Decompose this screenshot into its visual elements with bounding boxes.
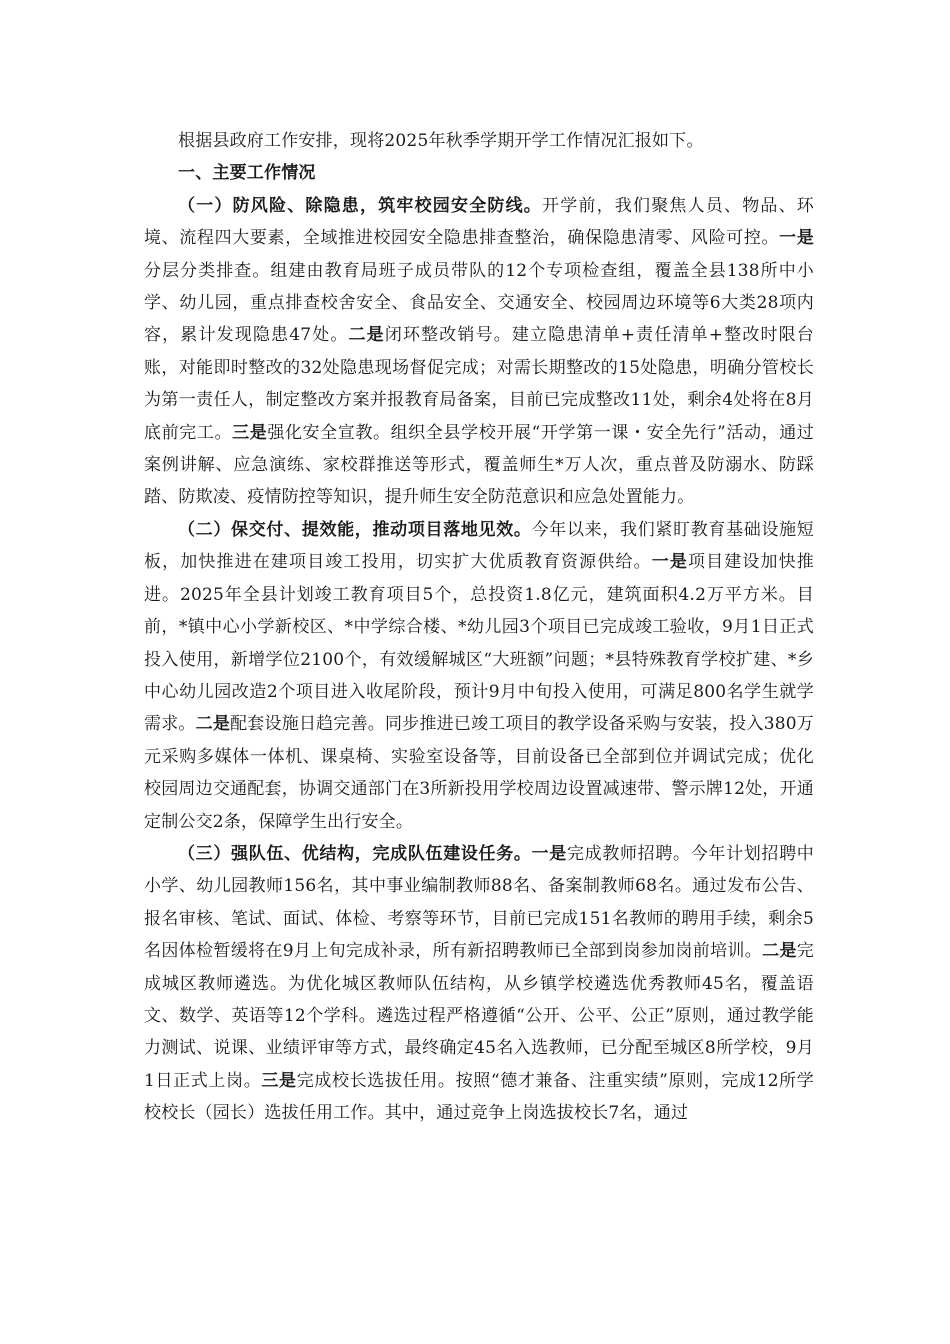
section-title: （二）保交付、提效能，推动项目落地见效。	[178, 519, 532, 540]
section-title: （一）防风险、除隐患，筑牢校园安全防线。	[178, 195, 542, 216]
paragraph-text: 强化安全宣教。组织全县学校开展“开学第一课・安全先行”活动，通过案例讲解、应急演练、家校群推送等形式，覆盖师生*万人次，重点普及防溺水、防踩踏、防欺凌、疫情防控等知识，提升师生安全防范意识和应急处置能力。	[144, 422, 815, 508]
point-marker: 三是	[232, 422, 268, 443]
paragraph-text: 项目建设加快推进。2025年全县计划竣工教育项目5个，总投资1.8亿元，建筑面积4.2万平方米。目前，*镇中心小学新校区、*中学综合楼、*幼儿园3个项目已完成竣工验收，9月1日正式投入使用，新增学位2100个，有效缓解城区“大班额”问题；*县特殊教育学校扩建、*乡中心幼儿园改造2个项目进入收尾阶段，预计9月中旬投入使用，可满足800名学生就学需求。	[144, 552, 814, 735]
point-marker: 二是	[762, 941, 797, 962]
paragraph-section-2	[144, 514, 814, 838]
paragraph-text: 今年以来，我们紧盯教育基础设施短板，加快推进在建项目竣工投用，切实扩大优质教育资源供给。	[144, 519, 815, 573]
paragraph-text: 闭环整改销号。建立隐患清单+责任清单+整改时限台账，对能即时整改的32处隐患现场督促完成；对需长期整改的15处隐患，明确分管校长为第一责任人，制定整改方案并报教育局备案，目前已完成整改11处，剩余4处将在8月底前完工。	[144, 325, 814, 443]
paragraph-text: 完成校长选拔任用。按照“德才兼备、注重实绩”原则，完成12所学校校长（园长）选拔任用工作。其中，通过竞争上岗选拔校长7名，通过	[144, 1070, 815, 1124]
point-marker: 一是	[779, 228, 814, 249]
document-body	[144, 125, 814, 1130]
section-title: （三）强队伍、优结构，完成队伍建设任务。	[178, 843, 532, 864]
paragraph-text: 完成教师招聘。今年计划招聘中小学、幼儿园教师156名，其中事业编制教师88名、备案制教师68名。通过发布公告、报名审核、笔试、面试、体检、考察等环节，目前已完成151名教师的聘用手续，剩余5名因体检暂缓将在9月上旬完成补录，所有新招聘教师已全部到岗参加岗前培训。	[144, 843, 814, 962]
point-marker: 二是	[348, 325, 385, 346]
intro-paragraph: 根据县政府工作安排，现将2025年秋季学期开学工作情况汇报如下。	[178, 131, 704, 151]
paragraph-section-1	[144, 190, 814, 514]
paragraph-text: 开学前，我们聚焦人员、物品、环境、流程四大要素，全域推进校园安全隐患排查整治，确保隐患清零、风险可控。	[144, 195, 814, 249]
section-heading: 一、主要工作情况	[178, 163, 316, 184]
point-marker: 三是	[261, 1070, 297, 1091]
point-marker: 一是	[651, 552, 688, 573]
paragraph-text: 分层分类排查。组建由教育局班子成员带队的12个专项检查组，覆盖全县138所中小学、幼儿园，重点排查校舍安全、食品安全、交通安全、校园周边环境等6大类28项内容，累计发现隐患47处。	[144, 260, 814, 346]
paragraph-text: 完成城区教师遴选。为优化城区教师队伍结构，从乡镇学校遴选优秀教师45名，覆盖语文、数学、英语等12个学科。遴选过程严格遵循“公开、公平、公正”原则，通过教学能力测试、说课、业绩评审等方式，最终确定45名入选教师，已分配至城区8所学校，9月1日正式上岗。	[144, 941, 814, 1091]
paragraph-text: 配套设施日趋完善。同步推进已竣工项目的教学设备采购与安装，投入380万元采购多媒体一体机、课桌椅、实验室设备等，目前设备已全部到位并调试完成；优化校园周边交通配套，协调交通部门在3所新投用学校周边设置减速带、警示牌12处，开通定制公交2条，保障学生出行安全。	[144, 714, 814, 832]
point-marker: 一是	[531, 843, 567, 864]
point-marker: 二是	[195, 714, 231, 735]
paragraph-section-3	[144, 838, 814, 1130]
